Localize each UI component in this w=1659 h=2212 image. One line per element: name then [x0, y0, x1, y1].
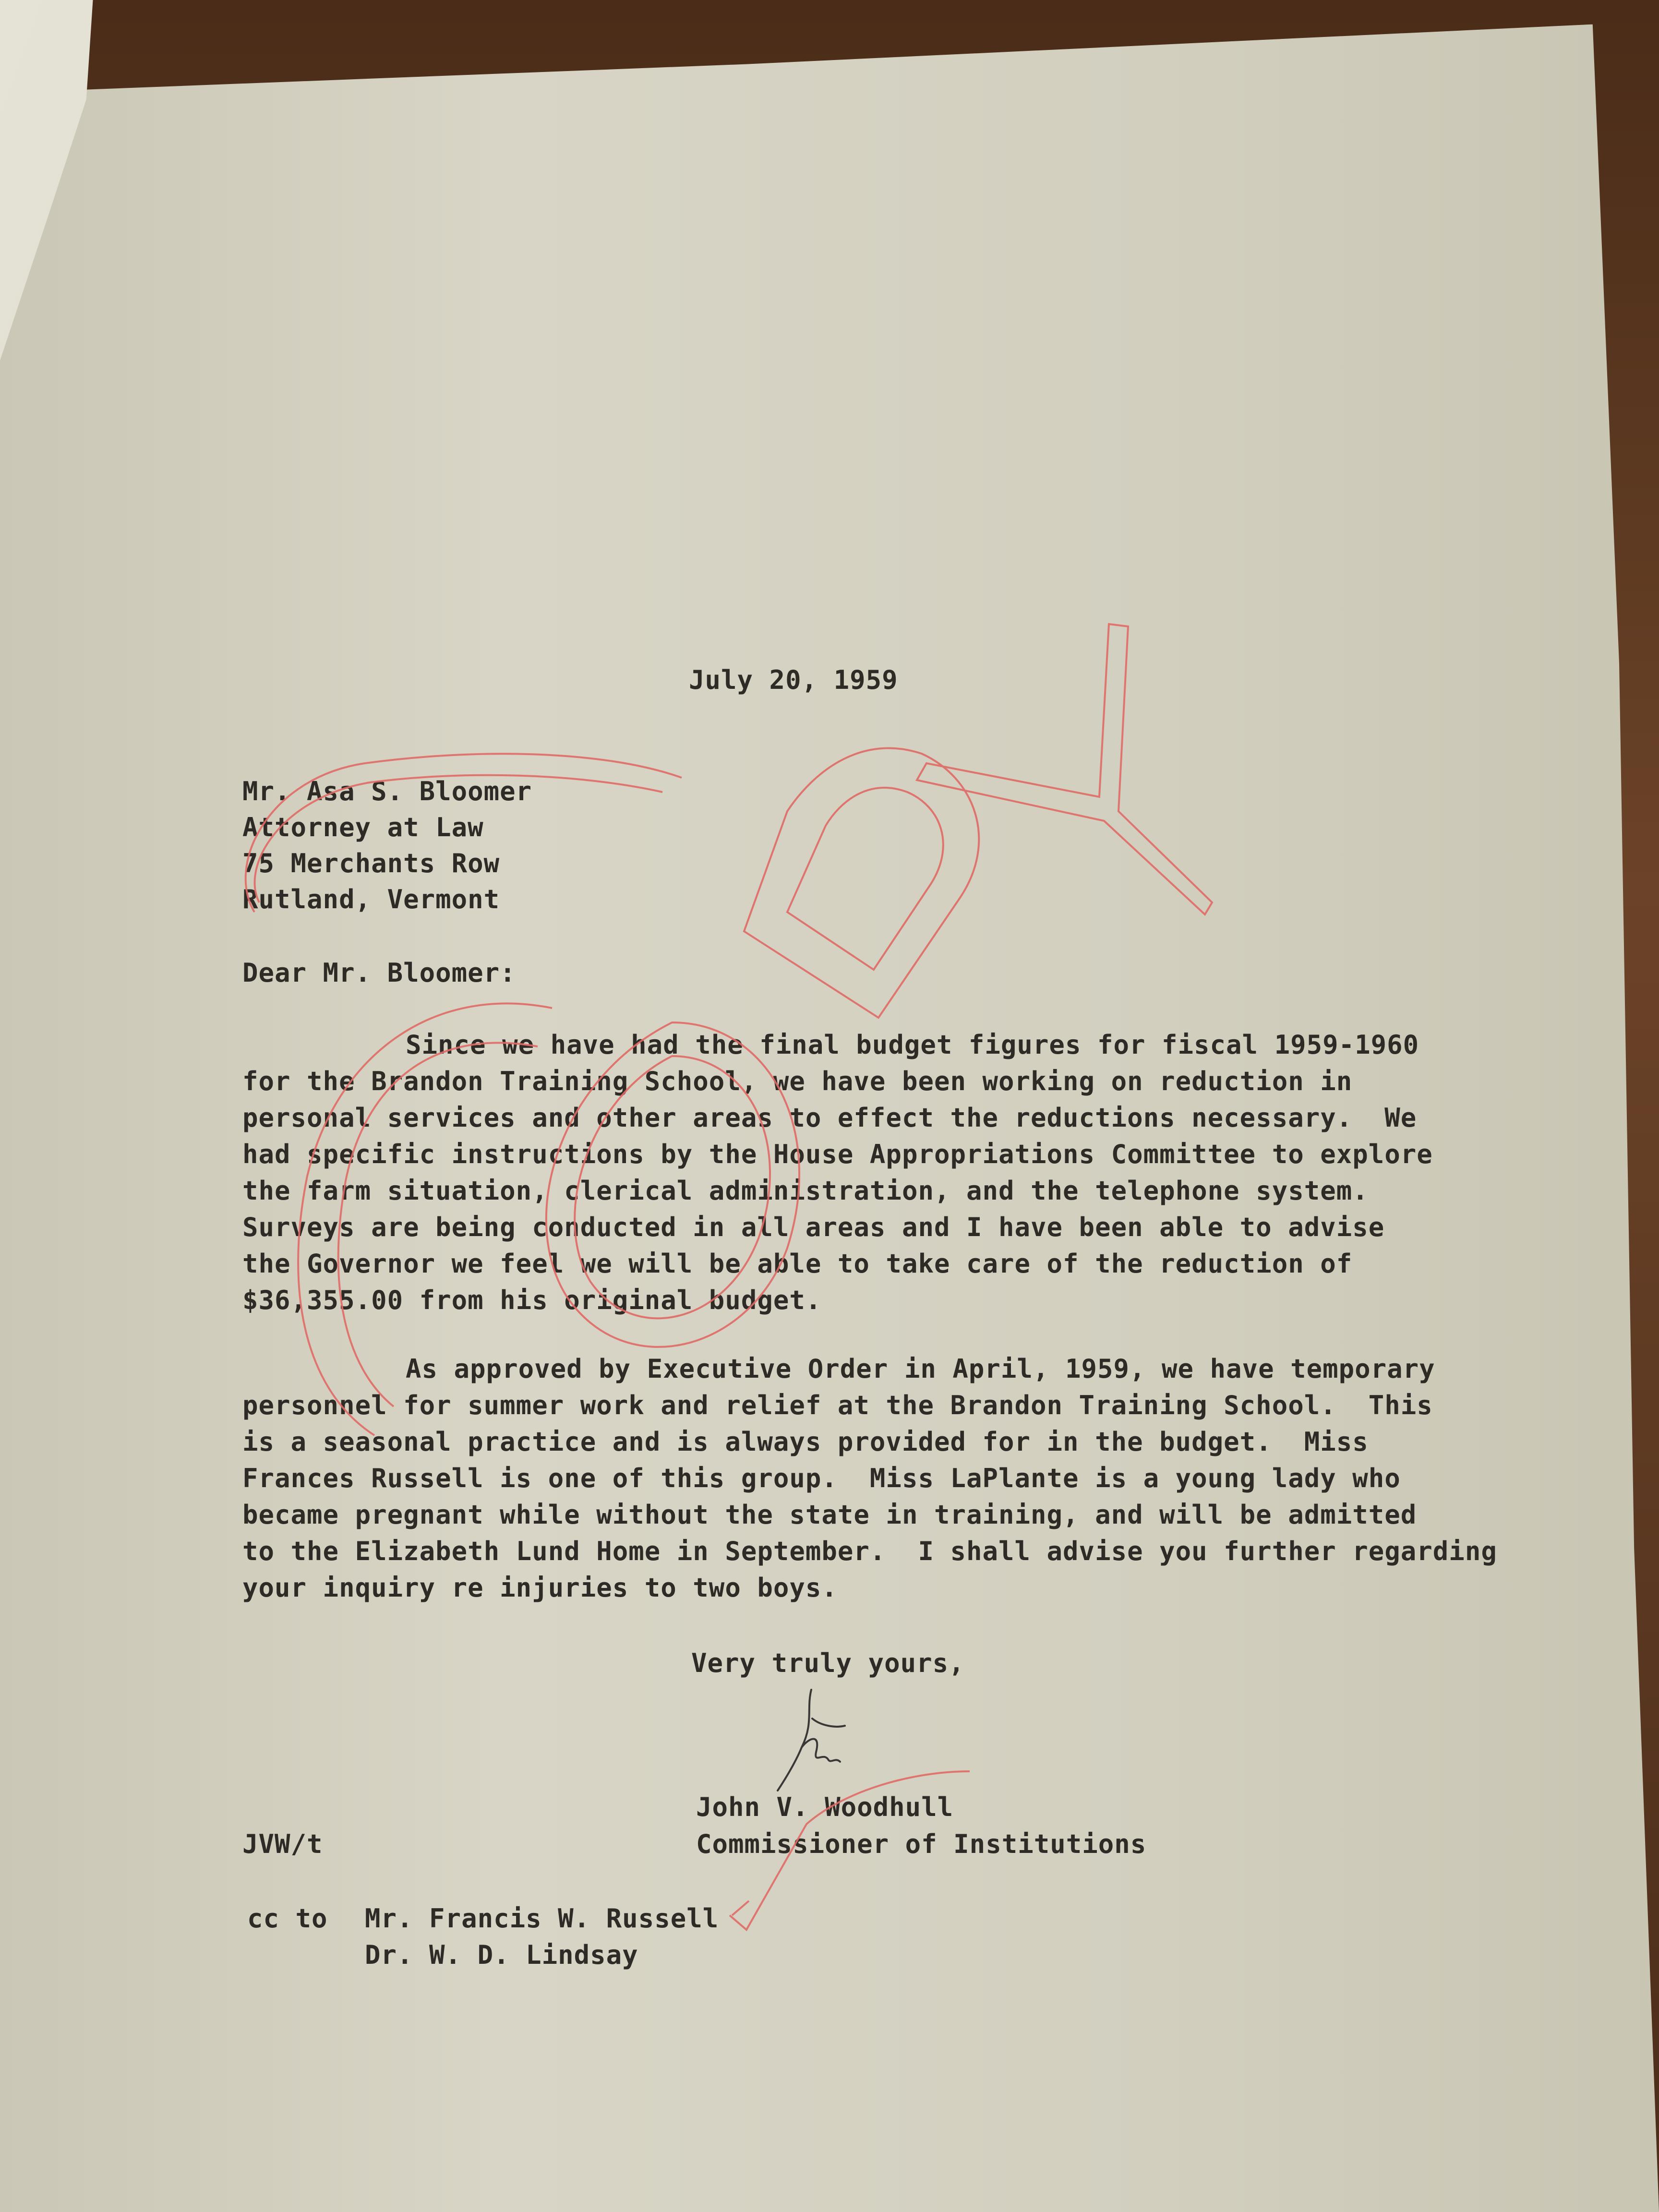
cc-recipient: Mr. Francis W. Russell	[365, 1903, 719, 1934]
copy-stamp-letter-o	[546, 1022, 799, 1347]
copy-stamp-letter-c	[298, 1003, 552, 1435]
salutation: Dear Mr. Bloomer:	[242, 958, 516, 988]
recipient-line: Attorney at Law	[242, 812, 484, 842]
cc-recipient: Dr. W. D. Lindsay	[365, 1940, 638, 1970]
signer-title: Commissioner of Institutions	[696, 1829, 1147, 1859]
recipient-line: 75 Merchants Row	[242, 848, 500, 878]
paragraph-line: As approved by Executive Order in April, 1959, we have temporary	[406, 1354, 1435, 1384]
paragraph-line: the farm situation, clerical administration, and the telephone system.	[242, 1176, 1369, 1206]
paragraph-line: your inquiry re injuries to two boys.	[242, 1573, 838, 1603]
copy-stamp-letter-y	[917, 624, 1212, 914]
paragraph-line: Frances Russell is one of this group. Miss LaPlante is a young lady who	[242, 1463, 1401, 1493]
paragraph-line: became pregnant while without the state in training, and will be admitted	[242, 1500, 1417, 1530]
paragraph-line: had specific instructions by the House Appropriations Committee to explore	[242, 1139, 1433, 1169]
paragraph-line: is a seasonal practice and is always provided for in the budget. Miss	[242, 1427, 1369, 1457]
recipient-line: Mr. Asa S. Bloomer	[242, 776, 532, 806]
copy-stamp-letter-p	[744, 748, 979, 1018]
paragraph-line: personal services and other areas to effect the reductions necessary. We	[242, 1103, 1417, 1133]
paragraph-line: to the Elizabeth Lund Home in September. I shall advise you further regarding	[242, 1536, 1497, 1566]
paragraph-line: Since we have had the final budget figures for fiscal 1959-1960	[406, 1030, 1419, 1060]
paragraph-line: $36,355.00 from his original budget.	[242, 1285, 822, 1315]
signer-name: John V. Woodhull	[696, 1792, 954, 1822]
copy-stamp-mark	[730, 1771, 970, 1930]
typist-initials: JVW/t	[242, 1829, 323, 1859]
paragraph-line: for the Brandon Training School, we have been working on reduction in	[242, 1066, 1353, 1096]
closing: Very truly yours,	[691, 1648, 965, 1678]
paragraph-line: personnel for summer work and relief at the Brandon Training School. This	[242, 1390, 1433, 1420]
paragraph-line: the Governor we feel we will be able to take care of the reduction of	[242, 1249, 1353, 1279]
cc-label: cc to	[247, 1903, 328, 1934]
paragraph-line: Surveys are being conducted in all areas and I have been able to advise	[242, 1212, 1385, 1242]
letter-date: July 20, 1959	[689, 665, 898, 695]
recipient-line: Rutland, Vermont	[242, 884, 500, 914]
